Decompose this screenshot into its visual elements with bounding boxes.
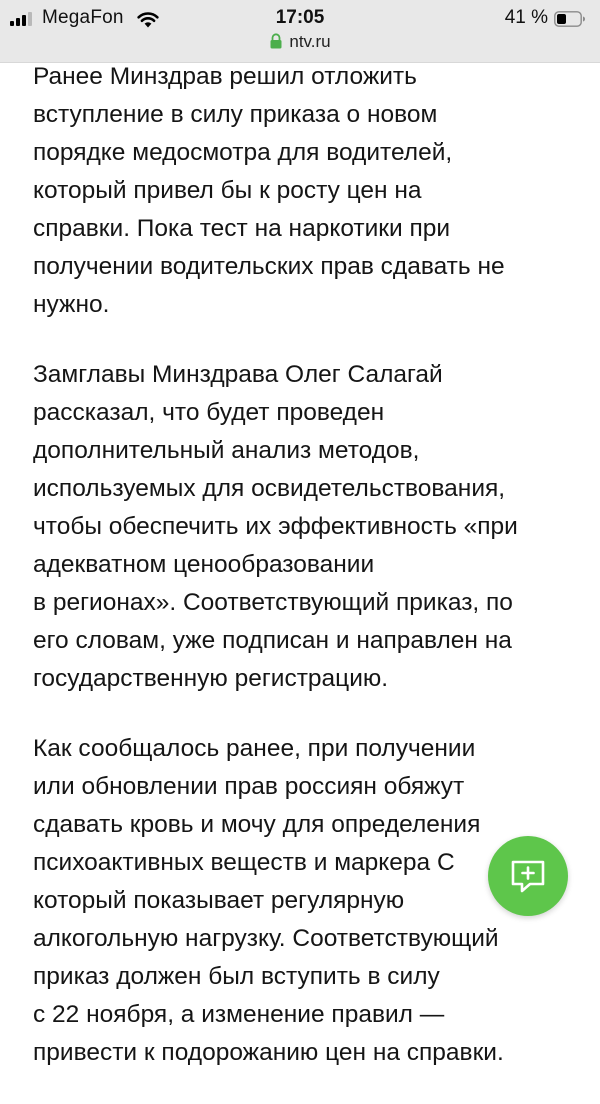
text-line: сдавать кровь и мочу для определения <box>33 811 481 838</box>
text-line: который привел бы к росту цен на <box>33 177 422 204</box>
text-line: рассказал, что будет проведен <box>33 399 385 426</box>
text-line: или обновлении прав россиян обяжут <box>33 773 465 800</box>
article-body <box>33 58 573 1104</box>
status-time: 17:05 <box>275 7 325 28</box>
lock-icon <box>269 33 283 49</box>
text-line: адекватном ценообразовании <box>33 551 375 578</box>
text-line: в регионах». Соответствующий приказ, по <box>33 589 513 616</box>
text-line: привести к подорожанию цен на справки. <box>33 1039 504 1066</box>
text-line: получении водительских прав сдавать не <box>33 253 505 280</box>
text-line: используемых для освидетельствования, <box>33 475 506 502</box>
comment-add-icon <box>508 856 548 896</box>
text-line: его словам, уже подписан и направлен на <box>33 627 512 654</box>
text-line: с 22 ноября, а изменение правил — <box>33 1001 445 1028</box>
text-line: приказ должен был вступить в силу <box>33 963 440 990</box>
add-comment-button[interactable] <box>488 836 568 916</box>
text-line: справки. Пока тест на наркотики при <box>33 215 451 242</box>
status-bar <box>0 0 600 63</box>
status-row <box>0 4 600 30</box>
text-line: Как сообщалось ранее, при получении <box>33 735 476 762</box>
text-line: Ранее Минздрав решил отложить <box>33 63 417 90</box>
text-line: который показывает регулярную <box>33 887 405 914</box>
url-text: ntv.ru <box>289 32 331 51</box>
text-line: психоактивных веществ и маркера С <box>33 849 455 876</box>
battery-percentage: 41 % <box>504 7 548 28</box>
text-line: вступление в силу приказа о новом <box>33 101 438 128</box>
text-line: чтобы обеспечить их эффективность «при <box>33 513 518 540</box>
text-line: Замглавы Минздрава Олег Салагай <box>33 361 443 388</box>
battery-icon <box>554 11 586 27</box>
carrier-name: MegaFon <box>42 7 124 28</box>
text-line: государственную регистрацию. <box>33 665 389 692</box>
article-paragraph <box>33 58 573 324</box>
text-line: порядке медосмотра для водителей, <box>33 139 453 166</box>
address-bar[interactable] <box>0 32 600 56</box>
article-paragraph <box>33 730 573 1072</box>
text-line: алкогольную нагрузку. Соответствующий <box>33 925 499 952</box>
text-line: дополнительный анализ методов, <box>33 437 420 464</box>
article-paragraph <box>33 356 573 698</box>
text-line: нужно. <box>33 291 110 318</box>
